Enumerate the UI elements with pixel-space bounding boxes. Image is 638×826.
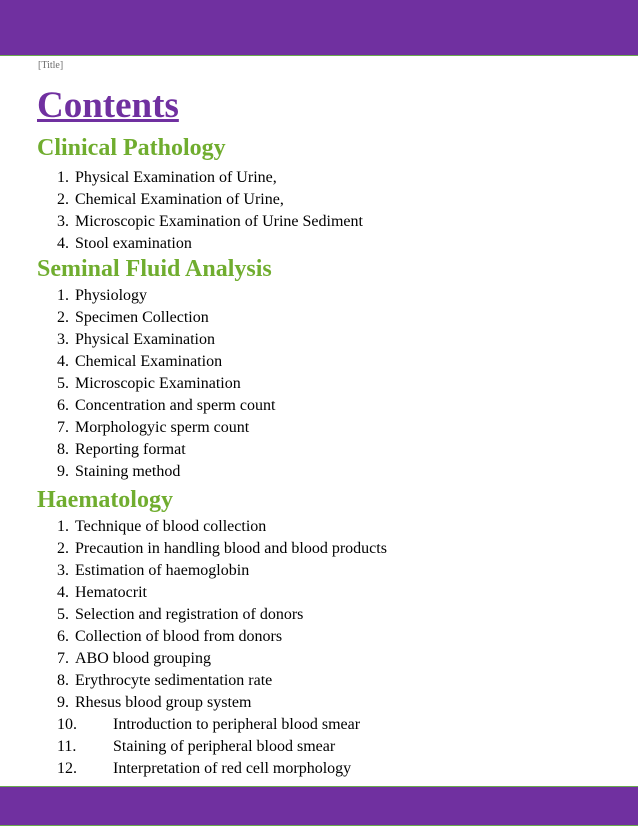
title-placeholder[interactable]: [Title] xyxy=(38,60,64,71)
list-item-number: 4. xyxy=(57,235,69,252)
list-item-text: Staining method xyxy=(75,463,181,480)
list-item-number: 6. xyxy=(57,628,69,645)
list-item-text: Physical Examination xyxy=(75,331,215,348)
section-heading-haematology: Haematology xyxy=(37,487,173,513)
list-item-text: Interpretation of red cell morphology xyxy=(113,760,352,777)
list-item-text: Physiology xyxy=(75,287,148,304)
list-item-text: Rhesus blood group system xyxy=(75,694,252,711)
list-item-number: 8. xyxy=(57,672,69,689)
list-item-number: 2. xyxy=(57,540,69,557)
list-item-number: 9. xyxy=(57,694,69,711)
list-item-number: 3. xyxy=(57,213,69,230)
list-item-number: 12. xyxy=(57,760,77,777)
list-item-number: 2. xyxy=(57,309,69,326)
contents-heading: Contents xyxy=(37,85,179,126)
list-item-text: Microscopic Examination of Urine Sediment xyxy=(75,213,363,230)
list-item-number: 9. xyxy=(57,463,69,480)
list-item-number: 10. xyxy=(57,716,77,733)
list-item-number: 4. xyxy=(57,584,69,601)
list-item-text: ABO blood grouping xyxy=(75,650,211,667)
list-item-number: 1. xyxy=(57,518,69,535)
list-item-number: 8. xyxy=(57,441,69,458)
list-item-number: 3. xyxy=(57,562,69,579)
list-item-text: Estimation of haemoglobin xyxy=(75,562,250,579)
list-item-text: Selection and registration of donors xyxy=(75,606,304,623)
list-item-text: Erythrocyte sedimentation rate xyxy=(75,672,273,689)
list-item-text: Concentration and sperm count xyxy=(75,397,276,414)
list-item-number: 6. xyxy=(57,397,69,414)
list-item-number: 4. xyxy=(57,353,69,370)
section-heading-seminal-fluid-analysis: Seminal Fluid Analysis xyxy=(37,256,272,282)
list-item-number: 1. xyxy=(57,287,69,304)
header-band xyxy=(0,0,638,56)
list-item-text: Introduction to peripheral blood smear xyxy=(113,716,361,733)
list-item-number: 11. xyxy=(57,738,77,755)
list-item-text: Reporting format xyxy=(75,441,186,458)
list-item-text: Collection of blood from donors xyxy=(75,628,283,645)
list-item-text: Stool examination xyxy=(75,235,192,252)
list-item-text: Hematocrit xyxy=(75,584,147,601)
list-item-text: Physical Examination of Urine, xyxy=(75,169,277,186)
list-item-text: Precaution in handling blood and blood products xyxy=(75,540,387,557)
list-item-number: 7. xyxy=(57,419,69,436)
list-item-number: 2. xyxy=(57,191,69,208)
section-heading-clinical-pathology: Clinical Pathology xyxy=(37,135,226,161)
list-item-text: Staining of peripheral blood smear xyxy=(113,738,336,755)
list-item-number: 5. xyxy=(57,375,69,392)
list-item-number: 5. xyxy=(57,606,69,623)
footer-band xyxy=(0,786,638,826)
list-item-text: Morphologyic sperm count xyxy=(75,419,250,436)
list-item-text: Chemical Examination of Urine, xyxy=(75,191,284,208)
list-item-text: Chemical Examination xyxy=(75,353,223,370)
list-item-text: Technique of blood collection xyxy=(75,518,267,535)
list-item-text: Specimen Collection xyxy=(75,309,209,326)
list-item-number: 1. xyxy=(57,169,69,186)
list-item-number: 3. xyxy=(57,331,69,348)
list-item-text: Microscopic Examination xyxy=(75,375,241,392)
list-item-number: 7. xyxy=(57,650,69,667)
